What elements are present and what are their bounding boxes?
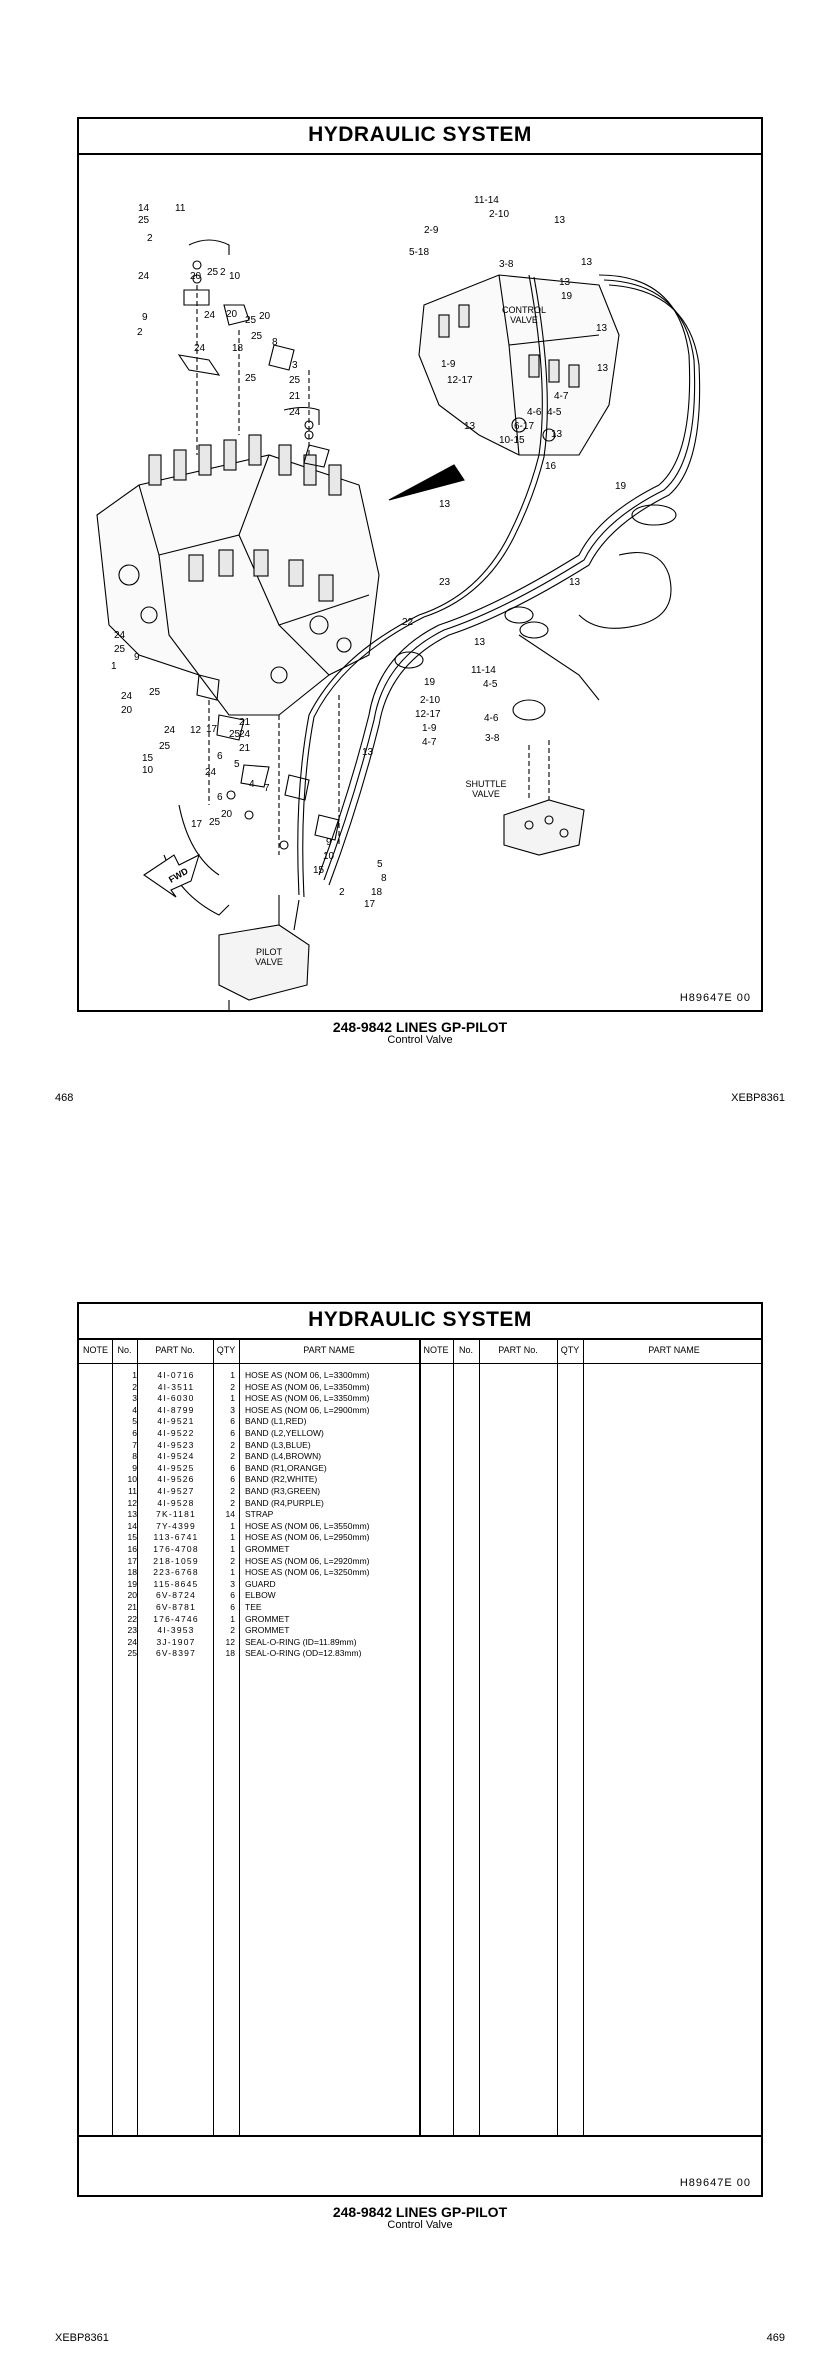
callout: 4-6: [527, 407, 542, 418]
caption-sub: Control Valve: [387, 1034, 453, 1046]
callout: 22: [402, 617, 414, 628]
part-number: 4I-9522: [157, 1428, 195, 1438]
quantity: 1: [230, 1393, 235, 1404]
callout: 25: [229, 729, 241, 740]
callout: 8: [272, 337, 278, 348]
header-note: NOTE: [82, 1345, 108, 1355]
row-number: 8: [132, 1451, 137, 1462]
part-number: 3J-1907: [156, 1636, 196, 1647]
part-name: HOSE AS (NOM 06, L=2950mm): [245, 1532, 370, 1543]
part-name: HOSE AS (NOM 06, L=2900mm): [245, 1404, 370, 1415]
parts-table: [79, 1340, 761, 2135]
part-name: STRAP: [245, 1509, 274, 1520]
callout: 9: [142, 312, 148, 323]
callout: 11-14: [471, 665, 496, 676]
callout: 25: [245, 315, 257, 326]
callout: 1-9: [441, 359, 456, 370]
callout: 13: [596, 323, 608, 334]
row-number: 11: [128, 1486, 137, 1496]
row-number: 19: [127, 1578, 137, 1589]
header-no: No.: [117, 1345, 132, 1355]
part-number: 6V-8397: [155, 1648, 197, 1659]
callout: 18: [232, 343, 244, 354]
callout: 9: [326, 837, 332, 848]
quantity: 6: [230, 1462, 235, 1473]
part-number: 4I-9521: [157, 1416, 195, 1427]
row-number: 2: [132, 1381, 137, 1392]
quantity: 6: [230, 1416, 235, 1427]
publication-code: XEBP8361: [55, 2332, 109, 2344]
diagram-frame: [77, 117, 763, 1012]
table-row: [79, 1473, 419, 1485]
part-number: 4I-6030: [157, 1393, 195, 1404]
callout: 19: [561, 291, 573, 302]
part-number: 4I-9528: [157, 1497, 195, 1508]
page-title: HYDRAULIC SYSTEM: [308, 1308, 532, 1331]
callout: 13: [439, 499, 451, 510]
quantity: 12: [225, 1636, 235, 1647]
table-row: [79, 1381, 419, 1393]
callout: 25: [138, 215, 150, 226]
callout: 13: [569, 577, 581, 588]
header-part-name-2: PART NAME: [648, 1345, 700, 1355]
part-number: 4I-9524: [157, 1451, 195, 1462]
callout: 13: [362, 747, 374, 758]
figure-caption: [77, 1020, 763, 1046]
callout: 25: [209, 817, 221, 828]
part-name: GROMMET: [245, 1625, 290, 1636]
part-name: BAND (R2,WHITE): [245, 1474, 318, 1485]
row-number: 10: [127, 1474, 137, 1485]
row-number: 4: [132, 1404, 137, 1415]
quantity: 1: [230, 1520, 235, 1531]
table-row: [79, 1624, 419, 1636]
callout: 20: [221, 809, 233, 820]
row-number: 18: [127, 1567, 137, 1578]
table-row: [79, 1613, 419, 1625]
callout: 21: [289, 391, 301, 402]
part-number: 4I-3511: [157, 1381, 195, 1392]
part-name: BAND (R3,GREEN): [245, 1486, 321, 1496]
callout: 10: [229, 271, 241, 282]
callout: 5: [234, 759, 240, 770]
page-number: 468: [55, 1092, 74, 1104]
row-number: 5: [132, 1416, 137, 1427]
callout: 13: [597, 363, 609, 374]
column-divider: [419, 1340, 421, 2135]
callout: 21: [239, 717, 251, 728]
callout: 15: [142, 753, 154, 764]
callout: 20: [121, 705, 133, 716]
header-no-2: No.: [458, 1345, 473, 1355]
row-number: 1: [132, 1370, 137, 1380]
part-name: BAND (R4,PURPLE): [245, 1497, 324, 1508]
caption-sub: Control Valve: [387, 2219, 453, 2231]
row-number: 20: [127, 1590, 137, 1601]
quantity: 2: [230, 1486, 235, 1496]
callout: 6: [217, 751, 223, 762]
part-name: HOSE AS (NOM 06, L=3350mm): [245, 1393, 370, 1404]
quantity: 1: [230, 1544, 235, 1554]
callout: 12-17: [447, 375, 473, 386]
table-row: [79, 1531, 419, 1543]
part-number: 6V-8724: [155, 1590, 197, 1601]
callout: 7: [264, 783, 270, 794]
header-note-2: NOTE: [423, 1345, 449, 1355]
table-row: [79, 1636, 419, 1648]
callout: 24: [164, 725, 176, 736]
row-number: 22: [127, 1613, 137, 1624]
part-number: 115-8645: [153, 1578, 199, 1589]
table-row: [79, 1555, 419, 1567]
row-number: 7: [132, 1439, 137, 1450]
caption-main: 248-9842 LINES GP-PILOT: [332, 2204, 508, 2220]
row-number: 12: [127, 1497, 137, 1508]
part-name: HOSE AS (NOM 06, L=3350mm): [245, 1381, 370, 1392]
callout: 24: [289, 407, 301, 418]
part-name: SEAL-O-RING (ID=11.89mm): [245, 1636, 357, 1647]
callout: 10: [323, 851, 335, 862]
callout: 3-8: [499, 259, 514, 270]
column-divider: [557, 1340, 558, 2135]
callout: 17: [364, 899, 376, 910]
callout: 20: [226, 309, 238, 320]
part-number: 4I-9526: [157, 1474, 195, 1485]
row-number: 23: [127, 1625, 137, 1636]
quantity: 3: [230, 1578, 235, 1589]
table-row: [79, 1543, 419, 1555]
callout: 12: [190, 725, 202, 736]
callout: 11-14: [474, 195, 499, 206]
column-divider: [453, 1340, 454, 2135]
callout: 18: [371, 887, 383, 898]
column-divider: [583, 1340, 584, 2135]
callout: 25: [289, 375, 301, 386]
row-number: 13: [127, 1509, 137, 1520]
row-number: 15: [127, 1532, 137, 1543]
callout: 10: [142, 765, 154, 776]
part-number: 4I-9525: [157, 1462, 195, 1473]
caption-main: 248-9842 LINES GP-PILOT: [332, 1019, 508, 1035]
callout: 2-9: [424, 225, 439, 236]
callout: 24: [138, 271, 150, 282]
part-number: 113-6741: [153, 1532, 199, 1543]
document-code: H89647E 00: [679, 2177, 751, 2189]
quantity: 3: [230, 1404, 235, 1415]
row-number: 16: [127, 1544, 137, 1554]
part-name: BAND (L4,BROWN): [245, 1451, 322, 1462]
quantity: 6: [230, 1474, 235, 1485]
table-row: [79, 1566, 419, 1578]
document-code: H89647E 00: [679, 992, 751, 1004]
header-qty: QTY: [216, 1345, 236, 1355]
table-row: [79, 1404, 419, 1416]
table-row: [79, 1508, 419, 1520]
callout: 8: [381, 873, 387, 884]
callout: 25: [207, 267, 219, 278]
table-row: [79, 1497, 419, 1509]
quantity: 2: [230, 1555, 235, 1566]
callout: 23: [439, 577, 451, 588]
callout: 24: [239, 729, 251, 740]
callout: 1: [111, 661, 117, 672]
callout: 6: [217, 792, 223, 803]
callout: 24: [194, 343, 206, 354]
table-caption: [77, 2205, 763, 2231]
callout: 5-18: [409, 247, 430, 258]
callout: 5: [377, 859, 383, 870]
part-number: 223-6768: [153, 1567, 199, 1578]
shuttle-valve-illustration: [504, 740, 584, 855]
callout: 13: [474, 637, 486, 648]
table-row: [79, 1589, 419, 1601]
publication-code: XEBP8361: [731, 1092, 785, 1104]
part-name: HOSE AS (NOM 06, L=3550mm): [245, 1520, 370, 1531]
callout: 11: [175, 203, 186, 214]
callout: 2-10: [489, 209, 510, 220]
part-name: SEAL-O-RING (OD=12.83mm): [245, 1648, 362, 1659]
part-number: 4I-9523: [157, 1439, 195, 1450]
view-pointer-arrow: [389, 465, 464, 500]
callout: 13: [554, 215, 566, 226]
row-number: 25: [127, 1648, 137, 1659]
callout: 4: [249, 779, 255, 790]
callout: 13: [581, 257, 593, 268]
callout: 4-7: [554, 391, 569, 402]
callout: 4-6: [484, 713, 499, 724]
part-name: HOSE AS (NOM 06, L=3250mm): [245, 1567, 370, 1578]
callout: 9: [134, 652, 140, 663]
callout: 4-5: [547, 407, 562, 418]
table-row: [79, 1369, 419, 1381]
callout: 19: [424, 677, 436, 688]
callout: 19: [615, 481, 627, 492]
table-row: [79, 1415, 419, 1427]
quantity: 2: [230, 1381, 235, 1392]
page-title: HYDRAULIC SYSTEM: [308, 123, 532, 146]
part-name: GUARD: [245, 1578, 276, 1589]
exploded-parts-diagram: [79, 155, 761, 1010]
part-number: 7K-1181: [156, 1509, 196, 1520]
callout: 24: [121, 691, 133, 702]
control-valve-label: CONTROL VALVE: [501, 305, 547, 325]
callout: 2: [339, 887, 345, 898]
callout: 20: [259, 311, 271, 322]
quantity: 2: [230, 1497, 235, 1508]
callout: 17: [206, 724, 218, 735]
table-row: [79, 1520, 419, 1532]
shuttle-valve-label: SHUTTLE VALVE: [465, 779, 507, 799]
row-number: 9: [132, 1462, 137, 1473]
part-name: BAND (L1,RED): [245, 1416, 307, 1427]
header-part-name: PART NAME: [303, 1345, 355, 1355]
callout: 25: [149, 687, 161, 698]
part-number: 4I-0716: [157, 1370, 195, 1380]
callout: 24: [204, 310, 216, 321]
table-row: [79, 1392, 419, 1404]
part-number: 4I-3953: [157, 1625, 195, 1636]
callout: 3: [292, 360, 298, 371]
part-number: 6V-8781: [155, 1602, 197, 1612]
table-row: [79, 1578, 419, 1590]
part-name: GROMMET: [245, 1613, 290, 1624]
part-name: HOSE AS (NOM 06, L=2920mm): [245, 1555, 370, 1566]
part-name: BAND (L3,BLUE): [245, 1439, 311, 1450]
row-number: 21: [127, 1602, 137, 1612]
callout: 20: [190, 271, 202, 282]
quantity: 2: [230, 1439, 235, 1450]
part-name: HOSE AS (NOM 06, L=3300mm): [245, 1370, 370, 1380]
header-qty-2: QTY: [560, 1345, 580, 1355]
quantity: 6: [230, 1590, 235, 1601]
pilot-valve-label: PILOT VALVE: [255, 947, 283, 967]
quantity: 2: [230, 1625, 235, 1636]
table-row: [79, 1601, 419, 1613]
callout: 12-17: [415, 709, 441, 720]
callout: 25: [245, 373, 257, 384]
quantity: 6: [230, 1602, 235, 1612]
table-row: [79, 1647, 419, 1659]
callout: 17: [191, 819, 203, 830]
control-valve-illustration-left: [97, 435, 379, 715]
part-number: 176-4746: [153, 1613, 199, 1624]
part-number: 7Y-4399: [156, 1520, 196, 1531]
table-row: [79, 1439, 419, 1451]
part-number: 176-4708: [153, 1544, 199, 1554]
table-row: [79, 1427, 419, 1439]
part-name: GROMMET: [245, 1544, 290, 1554]
parts-list-frame: [77, 1302, 763, 2197]
part-number: 4I-9527: [157, 1486, 195, 1496]
quantity: 18: [225, 1648, 235, 1659]
callout: 14: [138, 203, 150, 214]
callout: 10-15: [499, 435, 525, 446]
callout: 25: [114, 644, 126, 655]
table-row: [79, 1450, 419, 1462]
callout: 15: [313, 865, 325, 876]
part-number: 218-1059: [153, 1555, 199, 1566]
row-number: 14: [127, 1520, 137, 1531]
callout: 13: [464, 421, 476, 432]
row-number: 6: [132, 1428, 137, 1438]
callout: 2: [137, 327, 143, 338]
callout: 16: [545, 461, 557, 472]
callout: 6-17: [514, 421, 535, 432]
part-name: TEE: [245, 1602, 262, 1612]
callout: 3-8: [485, 733, 500, 744]
footer-divider: [79, 2135, 761, 2137]
callout: 13: [559, 277, 571, 288]
table-row: [79, 1462, 419, 1474]
callout: 21: [239, 743, 251, 754]
callout: 4-7: [422, 737, 437, 748]
quantity: 14: [225, 1509, 235, 1520]
header-part-no-2: PART No.: [498, 1345, 538, 1355]
row-number: 3: [132, 1393, 137, 1404]
part-name: BAND (R1,ORANGE): [245, 1462, 327, 1473]
quantity: 1: [230, 1532, 235, 1543]
row-number: 17: [127, 1555, 137, 1566]
column-divider: [479, 1340, 480, 2135]
callout: 25: [251, 331, 263, 342]
callout: 2: [147, 233, 153, 244]
callout: 1-9: [422, 723, 437, 734]
callout: 13: [551, 429, 563, 440]
callout: 2: [220, 267, 226, 278]
part-name: BAND (L2,YELLOW): [245, 1428, 324, 1438]
page-number: 469: [766, 2332, 785, 2344]
callout: 24: [114, 630, 126, 641]
quantity: 1: [230, 1613, 235, 1624]
quantity: 6: [230, 1428, 235, 1438]
callout: 4-5: [483, 679, 498, 690]
fwd-label: FWD: [167, 865, 190, 885]
quantity: 2: [230, 1451, 235, 1462]
header-part-no: PART No.: [155, 1345, 195, 1355]
row-number: 24: [127, 1636, 137, 1647]
callout: 25: [159, 741, 171, 752]
table-row: [79, 1485, 419, 1497]
quantity: 1: [230, 1567, 235, 1578]
quantity: 1: [230, 1370, 235, 1380]
part-number: 4I-8799: [157, 1404, 195, 1415]
part-name: ELBOW: [245, 1590, 276, 1601]
callout: 2-10: [420, 695, 441, 706]
callout: 24: [205, 767, 217, 778]
